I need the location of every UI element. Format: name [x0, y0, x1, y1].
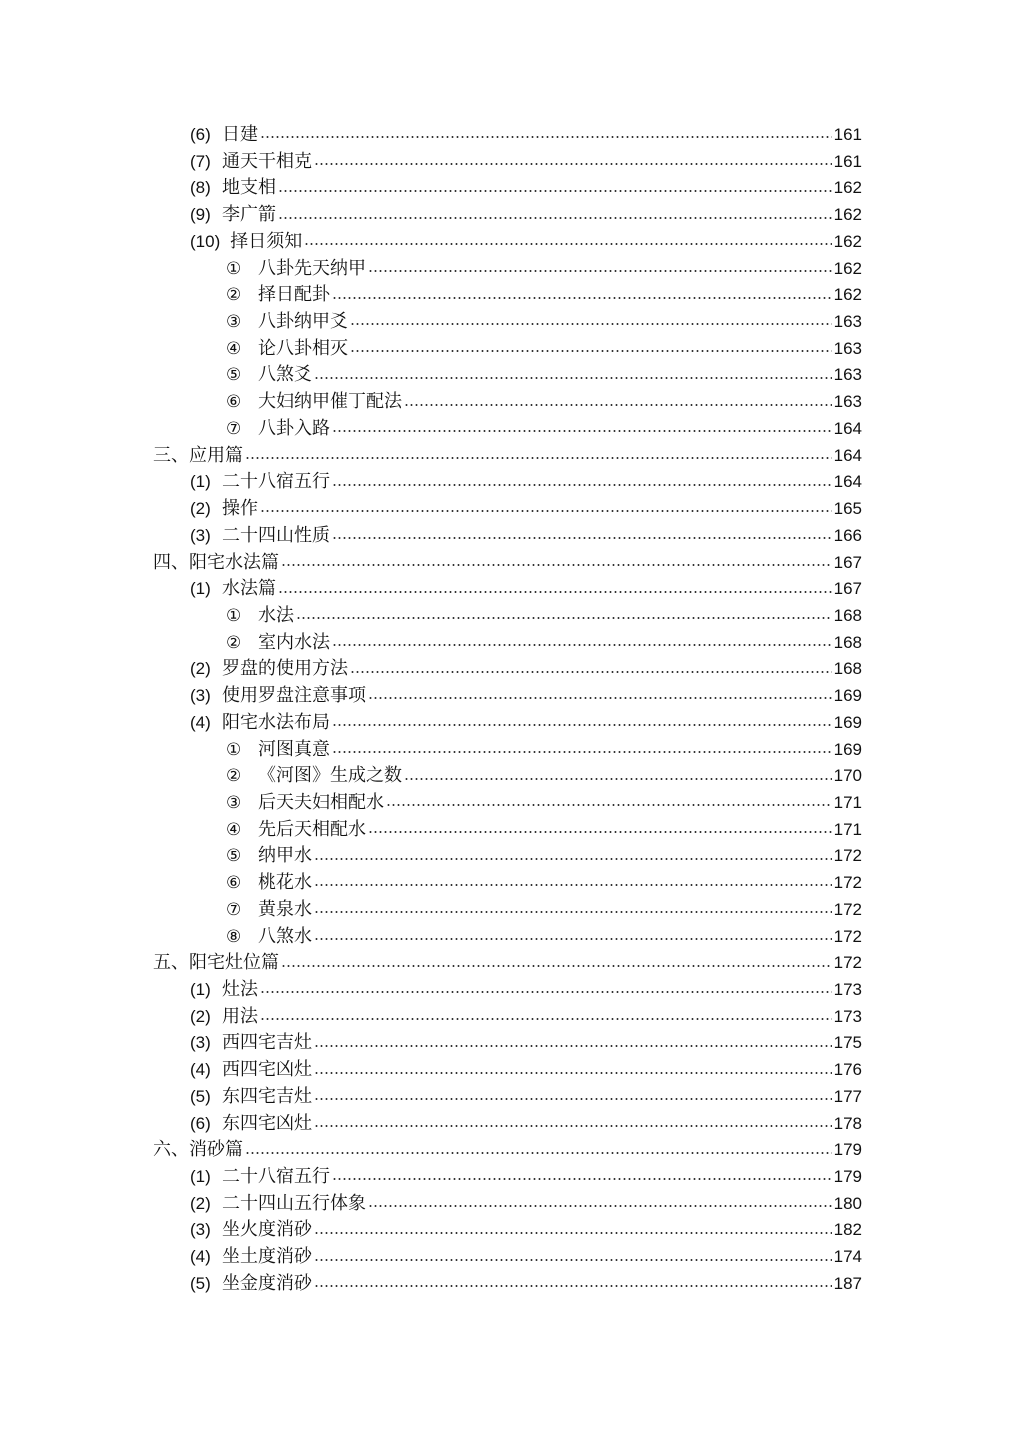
toc-entry — [0, 817, 862, 844]
toc-page-number: 167 — [833, 579, 862, 599]
table-of-contents — [0, 122, 1018, 1298]
toc-section-entry — [0, 950, 862, 977]
dot-leader — [260, 510, 832, 512]
toc-entry-title: 坐金度消砂 — [222, 1272, 312, 1294]
toc-entry — [0, 683, 862, 710]
dot-leader — [332, 297, 832, 299]
dot-leader — [332, 484, 832, 486]
toc-page-number: 176 — [833, 1060, 862, 1080]
dot-leader — [278, 591, 832, 593]
toc-page-number: 164 — [833, 445, 862, 465]
toc-entry — [0, 977, 862, 1004]
dot-leader — [245, 1152, 832, 1154]
toc-entry — [0, 1030, 862, 1057]
toc-page-number: 168 — [833, 659, 862, 679]
dot-leader — [314, 938, 832, 940]
toc-page-number: 182 — [833, 1220, 862, 1240]
dot-leader — [350, 323, 832, 325]
toc-entry-number: (3) — [190, 525, 211, 545]
toc-entry-title: 五、阳宅灶位篇 — [153, 952, 279, 974]
toc-page-number: 162 — [833, 258, 862, 278]
dot-leader — [332, 724, 832, 726]
dot-leader — [278, 217, 832, 219]
toc-page-number: 163 — [833, 338, 862, 358]
toc-entry — [0, 790, 862, 817]
toc-entry — [0, 1191, 862, 1218]
toc-entry-number: ② — [226, 285, 242, 306]
toc-entry-number: ⑦ — [226, 899, 242, 920]
toc-entry — [0, 122, 862, 149]
dot-leader — [386, 804, 832, 806]
dot-leader — [260, 136, 832, 138]
toc-page-number: 166 — [833, 525, 862, 545]
toc-page-number: 179 — [833, 1140, 862, 1160]
dot-leader — [314, 1045, 832, 1047]
toc-entry-title: 李广箭 — [222, 204, 276, 226]
toc-entry-number: (8) — [190, 178, 211, 198]
toc-entry-title: 水法篇 — [222, 578, 276, 600]
toc-entry — [0, 282, 862, 309]
toc-page-number: 180 — [833, 1193, 862, 1213]
toc-page-number: 163 — [833, 365, 862, 385]
toc-entry-title: 四、阳宅水法篇 — [153, 551, 279, 573]
toc-page-number: 164 — [833, 418, 862, 438]
toc-page-number: 162 — [833, 205, 862, 225]
dot-leader — [368, 697, 832, 699]
dot-leader — [368, 270, 832, 272]
toc-entry-number: (3) — [190, 1220, 211, 1240]
toc-entry-title: 三、应用篇 — [153, 444, 243, 466]
toc-entry-title: 灶法 — [222, 979, 258, 1000]
toc-entry — [0, 202, 862, 229]
toc-entry — [0, 469, 862, 496]
toc-page-number: 163 — [833, 392, 862, 412]
toc-section-entry — [0, 550, 862, 577]
toc-entry-title: 水法 — [258, 604, 294, 626]
dot-leader — [314, 1232, 832, 1234]
toc-page-number: 170 — [833, 766, 862, 786]
toc-entry — [0, 1004, 862, 1031]
dot-leader — [260, 1018, 832, 1020]
toc-entry-title: 八卦先天纳甲 — [258, 257, 366, 279]
dot-leader — [368, 1205, 832, 1207]
toc-entry — [0, 576, 862, 603]
toc-entry-number: ⑤ — [226, 365, 242, 386]
toc-entry — [0, 309, 862, 336]
toc-page-number: 168 — [833, 605, 862, 625]
toc-page-number: 161 — [833, 151, 862, 171]
toc-entry-title: 大妇纳甲催丁配法 — [258, 391, 402, 413]
toc-entry-title: 阳宅水法布局 — [222, 711, 330, 733]
toc-entry-title: 八卦纳甲爻 — [258, 311, 348, 333]
toc-entry-number: (4) — [190, 712, 211, 732]
toc-entry — [0, 496, 862, 523]
toc-entry — [0, 1217, 862, 1244]
toc-entry — [0, 710, 862, 737]
toc-entry — [0, 256, 862, 283]
toc-page-number: 167 — [833, 552, 862, 572]
toc-entry-number: (1) — [190, 980, 211, 999]
toc-entry-title: 八煞水 — [258, 925, 312, 947]
toc-entry-number: (7) — [190, 151, 211, 171]
toc-entry-title: 操作 — [222, 498, 258, 520]
toc-entry — [0, 656, 862, 683]
toc-entry-title: 日建 — [222, 124, 258, 145]
toc-entry — [0, 870, 862, 897]
toc-section-entry — [0, 443, 862, 470]
toc-page-number: 175 — [833, 1033, 862, 1053]
toc-entry — [0, 336, 862, 363]
toc-entry — [0, 389, 862, 416]
toc-entry-number: ⑥ — [226, 392, 242, 413]
toc-entry — [0, 924, 862, 951]
dot-leader — [314, 1259, 832, 1261]
dot-leader — [281, 965, 832, 967]
toc-page-number: 179 — [833, 1167, 862, 1187]
toc-page-number: 164 — [833, 472, 862, 492]
dot-leader — [278, 190, 832, 192]
dot-leader — [314, 884, 832, 886]
dot-leader — [350, 350, 832, 352]
toc-page-number: 162 — [833, 231, 862, 251]
toc-entry-title: 《河图》生成之数 — [258, 765, 402, 787]
toc-entry — [0, 229, 862, 256]
toc-page-number: 165 — [833, 499, 862, 519]
toc-entry-number: ⑦ — [226, 418, 242, 439]
toc-entry-number: (6) — [190, 1113, 211, 1133]
toc-page-number: 172 — [833, 873, 862, 893]
toc-entry — [0, 362, 862, 389]
toc-entry-number: (3) — [190, 1033, 211, 1053]
toc-entry-number: ④ — [226, 338, 242, 359]
toc-entry-number: ⑧ — [226, 926, 242, 947]
toc-page-number: 172 — [833, 846, 862, 866]
toc-entry — [0, 1084, 862, 1111]
toc-entry — [0, 630, 862, 657]
toc-entry — [0, 1111, 862, 1138]
toc-entry-title: 择日须知 — [230, 230, 303, 252]
toc-entry-number: ③ — [226, 792, 242, 813]
toc-entry-number: ① — [226, 605, 242, 626]
toc-page-number: 162 — [833, 285, 862, 305]
toc-entry — [0, 1244, 862, 1271]
toc-entry-number: (5) — [190, 1086, 211, 1106]
toc-entry-number: (6) — [190, 125, 211, 144]
dot-leader — [260, 991, 832, 993]
toc-entry-number: (4) — [190, 1247, 211, 1267]
toc-page-number: 172 — [833, 926, 862, 946]
toc-entry — [0, 897, 862, 924]
toc-page-number: 169 — [833, 712, 862, 732]
toc-page-number: 168 — [833, 632, 862, 652]
toc-entry-title: 二十四山性质 — [222, 524, 330, 546]
toc-entry-title: 河图真意 — [258, 738, 330, 760]
toc-page-number: 171 — [833, 819, 862, 839]
toc-entry-title: 西四宅吉灶 — [222, 1032, 312, 1054]
dot-leader — [296, 617, 832, 619]
toc-page-number: 169 — [833, 739, 862, 759]
toc-page-number: 174 — [833, 1247, 862, 1267]
toc-entry-title: 东四宅吉灶 — [222, 1085, 312, 1107]
toc-page-number: 171 — [833, 792, 862, 812]
toc-entry-title: 二十四山五行体象 — [222, 1192, 366, 1214]
toc-page-number: 178 — [833, 1113, 862, 1133]
dot-leader — [314, 1125, 832, 1127]
dot-leader — [332, 537, 832, 539]
dot-leader — [404, 404, 832, 406]
toc-entry-number: (2) — [190, 659, 211, 679]
toc-entry-title: 先后天相配水 — [258, 818, 366, 840]
toc-page-number: 177 — [833, 1086, 862, 1106]
toc-entry-title: 用法 — [222, 1005, 258, 1027]
toc-entry — [0, 1164, 862, 1191]
toc-entry-number: (1) — [190, 472, 211, 492]
toc-entry-title: 二十八宿五行 — [222, 1166, 330, 1188]
dot-leader — [332, 430, 832, 432]
toc-page-number: 163 — [833, 312, 862, 332]
toc-entry — [0, 149, 862, 176]
toc-entry — [0, 175, 862, 202]
toc-entry-number: ① — [226, 739, 242, 760]
toc-page-number: 173 — [833, 980, 862, 999]
toc-page-number: 187 — [833, 1273, 862, 1293]
toc-entry-title: 黄泉水 — [258, 898, 312, 920]
toc-entry — [0, 1057, 862, 1084]
dot-leader — [332, 644, 832, 646]
toc-entry — [0, 416, 862, 443]
toc-page-number: 173 — [833, 1006, 862, 1026]
toc-entry-title: 坐土度消砂 — [222, 1246, 312, 1268]
toc-entry-title: 纳甲水 — [258, 845, 312, 867]
toc-entry-title: 论八卦相灭 — [258, 337, 348, 359]
toc-page-number: 169 — [833, 686, 862, 706]
toc-entry-title: 桃花水 — [258, 872, 312, 894]
toc-entry-number: ⑤ — [226, 846, 242, 867]
toc-entry — [0, 523, 862, 550]
toc-entry-title: 罗盘的使用方法 — [222, 658, 348, 680]
toc-entry-number: (2) — [190, 1193, 211, 1213]
toc-entry — [0, 603, 862, 630]
toc-entry — [0, 737, 862, 764]
toc-entry-title: 地支相 — [222, 177, 276, 199]
toc-entry-title: 择日配卦 — [258, 284, 330, 306]
toc-entry-title: 八煞爻 — [258, 364, 312, 386]
toc-entry-number: (1) — [190, 1167, 211, 1187]
toc-page-number: 161 — [833, 125, 862, 144]
dot-leader — [350, 671, 832, 673]
toc-entry-number: (5) — [190, 1273, 211, 1293]
toc-entry-number: ① — [226, 258, 242, 279]
toc-entry-title: 六、消砂篇 — [153, 1139, 243, 1161]
dot-leader — [314, 858, 832, 860]
toc-page-number: 162 — [833, 178, 862, 198]
toc-entry-title: 通天干相克 — [222, 150, 312, 172]
toc-entry-number: (9) — [190, 205, 211, 225]
toc-entry-title: 室内水法 — [258, 631, 330, 653]
dot-leader — [332, 751, 832, 753]
toc-entry-number: ③ — [226, 312, 242, 333]
toc-entry — [0, 843, 862, 870]
toc-entry-title: 西四宅凶灶 — [222, 1059, 312, 1081]
toc-entry-title: 八卦入路 — [258, 417, 330, 439]
toc-entry-number: (3) — [190, 686, 211, 706]
toc-entry-number: (4) — [190, 1060, 211, 1080]
toc-entry-number: ② — [226, 632, 242, 653]
toc-entry-number: ② — [226, 766, 242, 787]
dot-leader — [304, 243, 831, 245]
toc-entry-number: (10) — [190, 231, 221, 251]
dot-leader — [314, 163, 832, 165]
dot-leader — [332, 1178, 832, 1180]
dot-leader — [404, 778, 832, 780]
toc-entry-title: 二十八宿五行 — [222, 471, 330, 493]
toc-entry-title: 坐火度消砂 — [222, 1219, 312, 1241]
toc-page-number: 172 — [833, 899, 862, 919]
dot-leader — [314, 1072, 832, 1074]
toc-entry-number: ④ — [226, 819, 242, 840]
toc-entry-title: 使用罗盘注意事项 — [222, 685, 366, 707]
toc-page-number: 172 — [833, 953, 862, 973]
dot-leader — [314, 1098, 832, 1100]
dot-leader — [245, 457, 832, 459]
dot-leader — [314, 377, 832, 379]
toc-entry-title: 东四宅凶灶 — [222, 1112, 312, 1134]
toc-entry — [0, 763, 862, 790]
toc-section-entry — [0, 1137, 862, 1164]
toc-entry-number: ⑥ — [226, 873, 242, 894]
toc-entry-number: (2) — [190, 499, 211, 519]
dot-leader — [314, 1285, 832, 1287]
dot-leader — [314, 911, 832, 913]
toc-entry — [0, 1271, 862, 1298]
toc-entry-number: (2) — [190, 1006, 211, 1026]
dot-leader — [281, 564, 832, 566]
toc-entry-number: (1) — [190, 579, 211, 599]
toc-entry-title: 后天夫妇相配水 — [258, 791, 384, 813]
dot-leader — [368, 831, 832, 833]
